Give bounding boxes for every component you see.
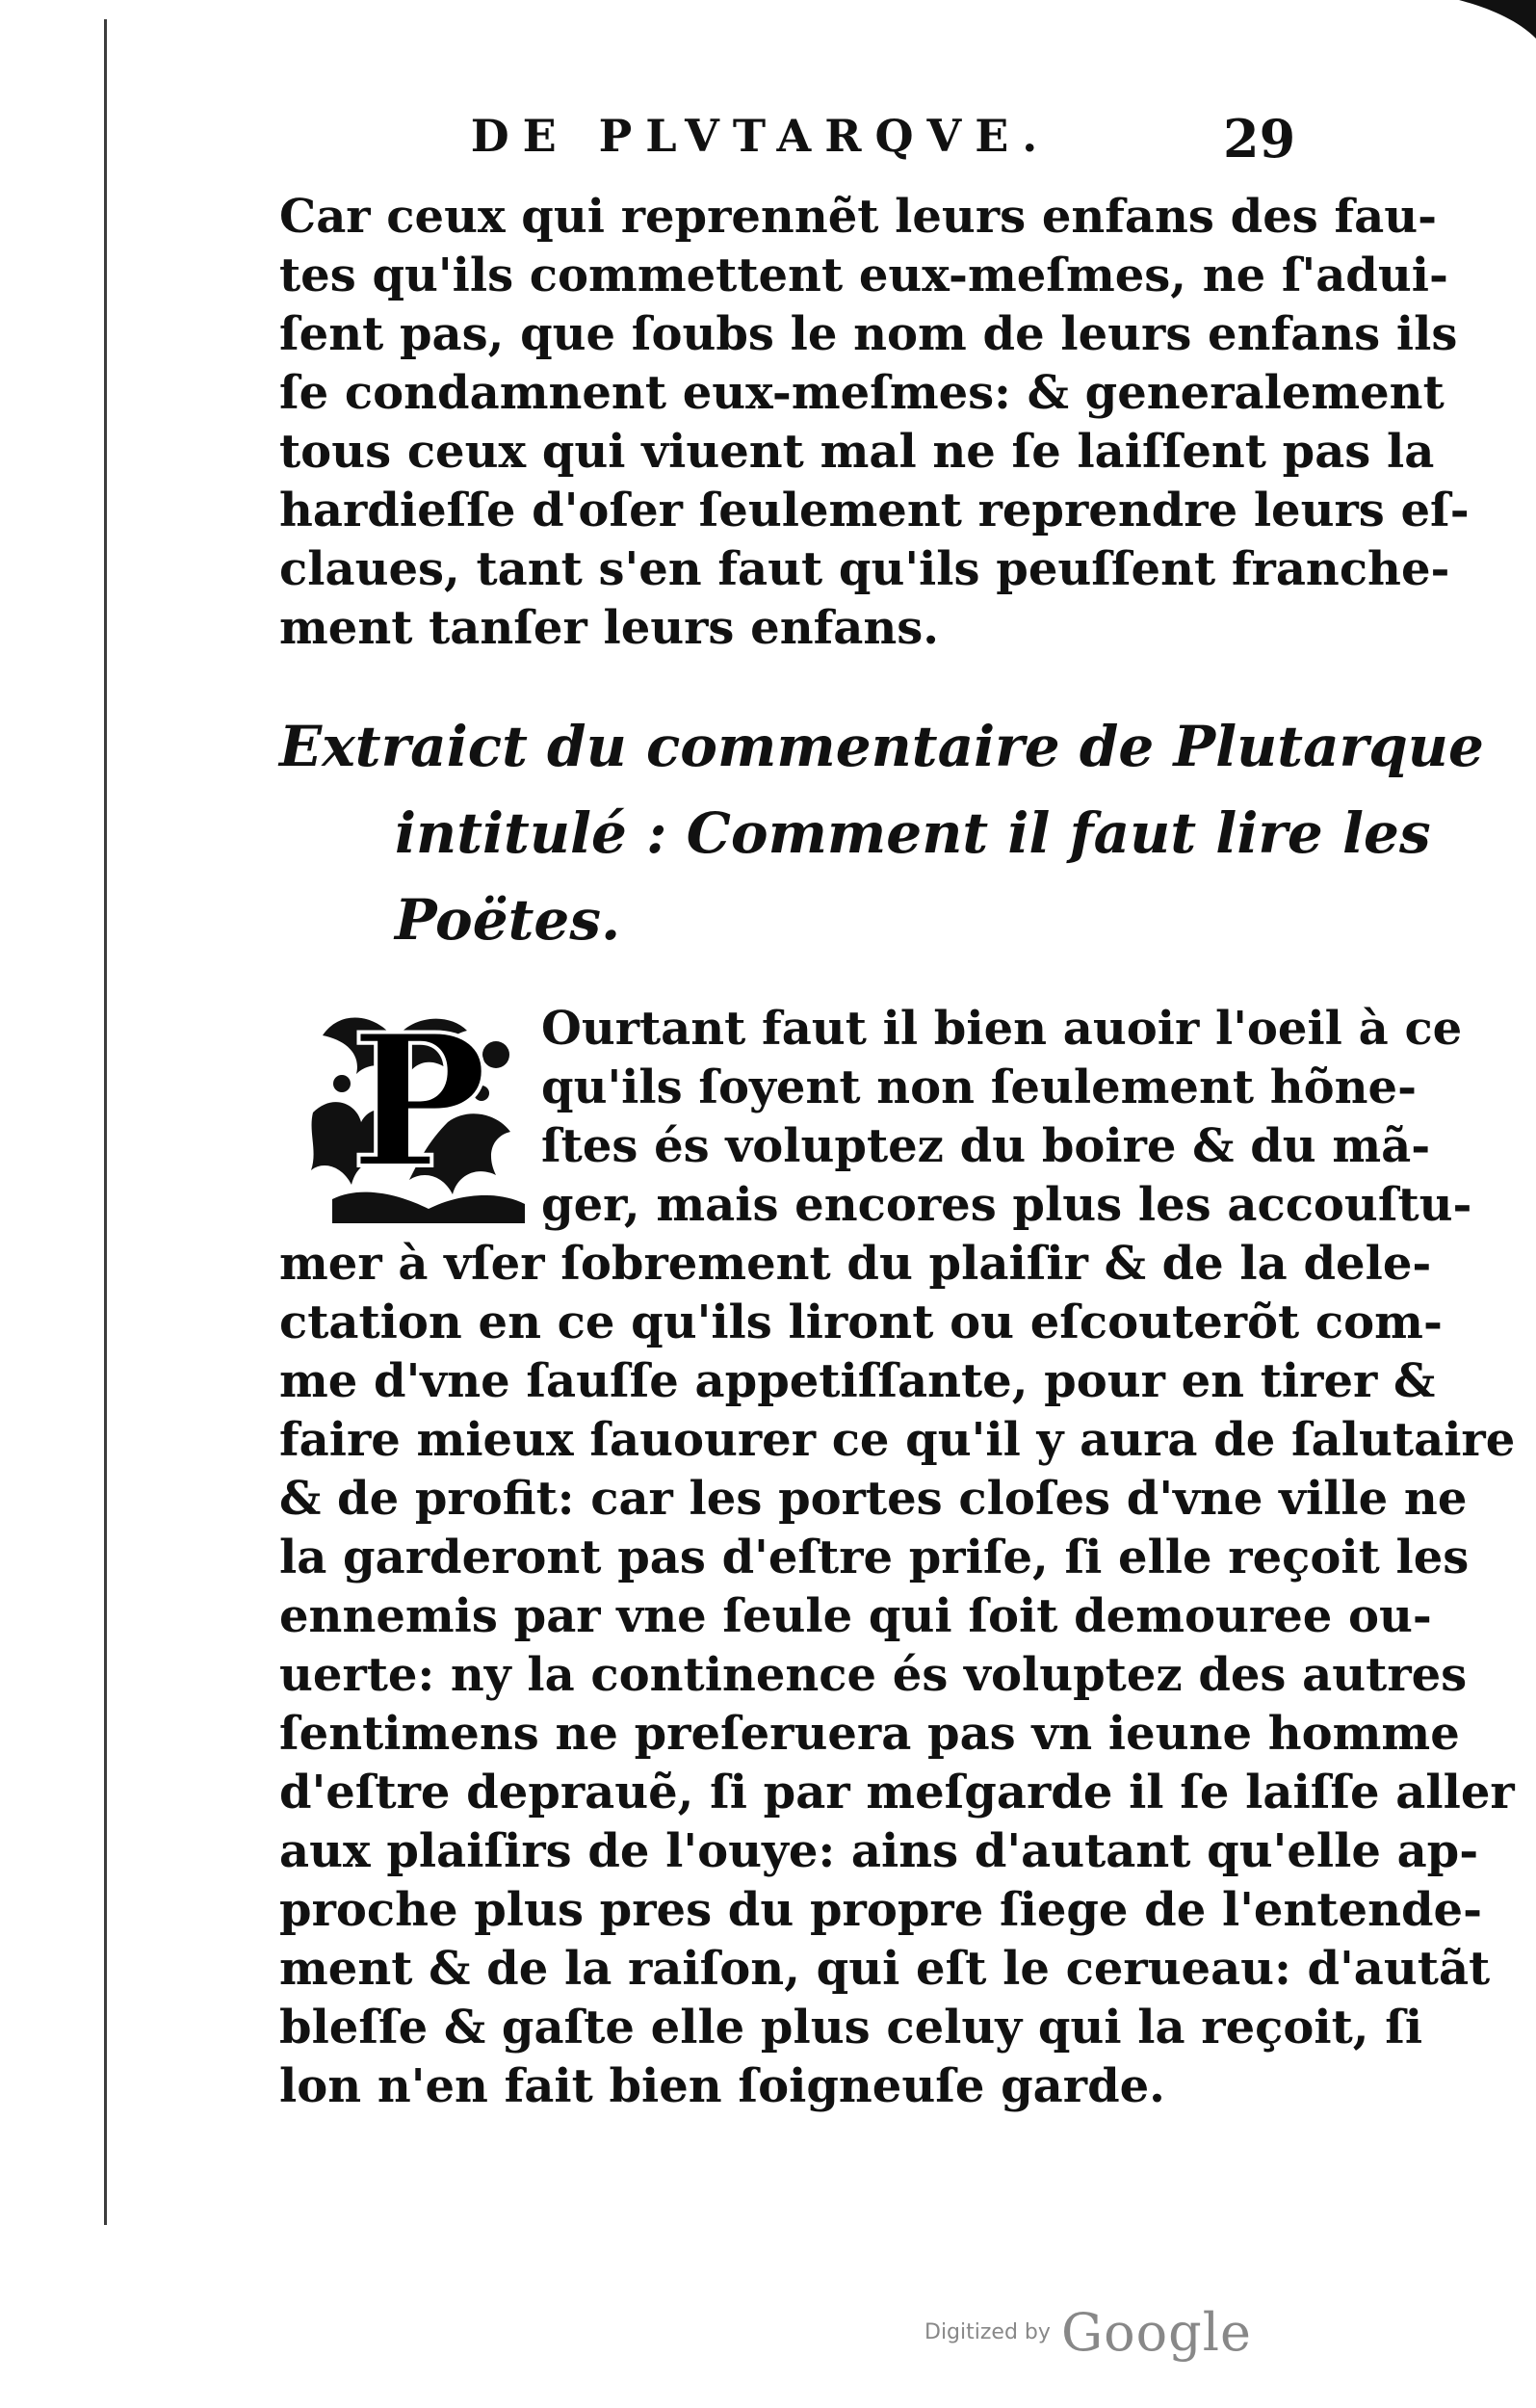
text-line: proche plus pres du propre ſiege de l'entende-: [279, 1883, 1482, 1937]
text-line: Ourtant faut il bien auoir l'oeil à ce: [541, 1002, 1463, 1056]
running-head: DE PLVTARQVE.: [470, 110, 1052, 162]
text-line: ennemis par vne ſeule qui ſoit demouree ou-: [279, 1589, 1432, 1643]
text-line: ment & de la raiſon, qui eſt le cerueau: d'autãt: [279, 1942, 1491, 1996]
text-line: aux plaiſirs de l'ouye: ains d'autant qu'elle ap-: [279, 1824, 1479, 1878]
text-line: me d'vne ſauſſe appetiſſante, pour en tirer &: [279, 1354, 1436, 1408]
binding-edge-line: [104, 19, 107, 2225]
text-line: ctation en ce qu'ils liront ou eſcouterõt com-: [279, 1296, 1443, 1349]
text-line: & de profit: car les portes cloſes d'vne ville ne: [279, 1472, 1468, 1526]
digitized-by-label: Digitized by: [924, 2320, 1051, 2344]
text-line: la garderont pas d'eſtre priſe, ſi elle reçoit les: [279, 1531, 1470, 1584]
heading-line: intitulé : Comment il faut lire les: [395, 800, 1431, 866]
section-heading: [279, 703, 1484, 963]
text-line: ſent pas, que ſoubs le nom de leurs enfans ils: [279, 307, 1458, 361]
page-corner-shadow: [1459, 0, 1536, 39]
text-line: d'eſtre deprauẽ, ſi par meſgarde il ſe laiſſe aller: [279, 1766, 1515, 1819]
page-number: 29: [1223, 108, 1296, 170]
paragraph-2: [279, 1000, 1516, 2116]
digitized-by-watermark: [924, 2302, 1252, 2363]
heading-line: Poëtes.: [395, 887, 621, 953]
text-line: claues, tant s'en faut qu'ils peuſſent franche-: [279, 542, 1450, 596]
text-line: ſentimens ne preſeruera pas vn ieune homme: [279, 1707, 1460, 1761]
paragraph-1: [279, 188, 1470, 658]
text-line: hardieſſe d'oſer ſeulement reprendre leurs eſ-: [279, 484, 1470, 537]
text-line: Car ceux qui reprennẽt leurs enfans des fau-: [279, 190, 1438, 244]
text-line: qu'ils ſoyent non ſeulement hõne-: [541, 1060, 1417, 1114]
text-line: tous ceux qui viuent mal ne ſe laiſſent pas la: [279, 425, 1435, 479]
heading-line: Extraict du commentaire de Plutarque: [279, 714, 1484, 779]
text-line: mer à vſer ſobrement du plaiſir & de la dele-: [279, 1237, 1432, 1291]
text-line: bleſſe & gaſte elle plus celuy qui la reçoit, ſi: [279, 2001, 1423, 2055]
text-line: lon n'en fait bien ſoigneuſe garde.: [279, 2059, 1165, 2113]
text-line: ment tanſer leurs enfans.: [279, 601, 939, 655]
text-line: tes qu'ils commettent eux-meſmes, ne ſ'adui-: [279, 249, 1448, 302]
google-logo: Google: [1061, 2302, 1252, 2363]
text-line: faire mieux ſauourer ce qu'il y aura de ſalutaire: [279, 1413, 1516, 1467]
text-line: ſe condamnent eux-meſmes: & generalement: [279, 366, 1445, 420]
text-line: uerte: ny la continence és voluptez des autres: [279, 1648, 1468, 1702]
text-line: ger, mais encores plus les accouſtu-: [541, 1178, 1472, 1232]
text-line: ſtes és voluptez du boire & du mã-: [541, 1119, 1431, 1173]
initial-glyph: P: [350, 994, 488, 1209]
